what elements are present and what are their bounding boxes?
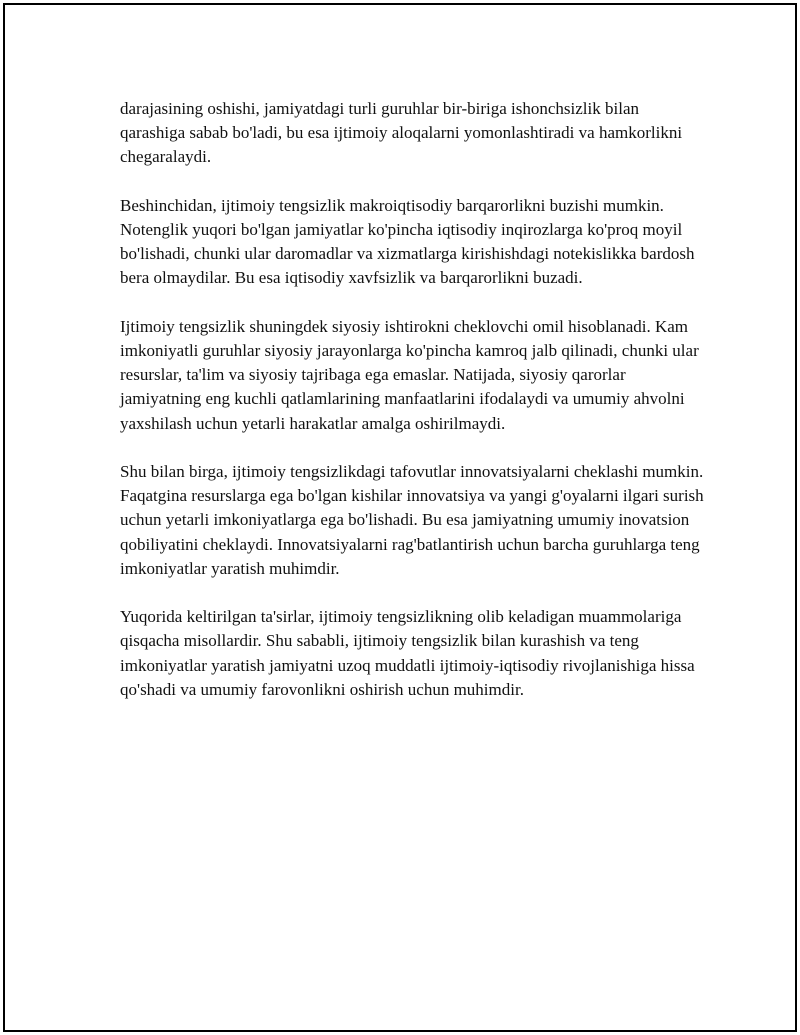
paragraph: darajasining oshishi, jamiyatdagi turli guruhlar bir-biriga ishonchsizlik bilan qarashiga sabab bo'ladi, bu esa ijtimoiy aloqalarni yomonlashtiradi va hamkorlikni chegaralaydi. [120, 99, 683, 167]
paragraph: Ijtimoiy tengsizlik shuningdek siyosiy ishtirokni cheklovchi omil hisoblanadi. Kam imkoniyatli guruhlar siyosiy jarayonlarga ko'pincha kamroq jalb qilinadi, chunki ular resurslar, ta'lim va siyosiy tajribaga ega emaslar. Natijada, siyosiy qarorlar jamiyatning eng kuchli qatlamlarining manfaatlarini ifodalaydi va umumiy ahvolni yaxshilash uchun yetarli harakatlar amalga oshirilmaydi. [120, 316, 699, 433]
document-page [3, 3, 797, 1032]
document-body [120, 97, 705, 726]
paragraph: Shu bilan birga, ijtimoiy tengsizlikdagi tafovutlar innovatsiyalarni cheklashi mumkin. Faqatgina resurslarga ega bo'lgan kishilar innovatsiya va yangi g'oyalarni ilgari surish uchun yetarli imkoniyatlarga ega bo'lishadi. Bu esa jamiyatning umumiy inovatsion qobiliyatini cheklaydi. Innovatsiyalarni rag'batlantirish uchun barcha guruhlarga teng imkoniyatlar yaratish muhimdir. [120, 462, 704, 578]
paragraph: Beshinchidan, ijtimoiy tengsizlik makroiqtisodiy barqarorlikni buzishi mumkin. Notenglik yuqori bo'lgan jamiyatlar ko'pincha iqtisodiy inqirozlarga ko'proq moyil bo'lishadi, chunki ular daromadlar va xizmatlarga kirishishdagi notekislikka bardosh bera olmaydilar. Bu esa iqtisodiy xavfsizlik va barqarorlikni buzadi. [120, 195, 695, 288]
paragraph: Yuqorida keltirilgan ta'sirlar, ijtimoiy tengsizlikning olib keladigan muammolariga qisqacha misollardir. Shu sababli, ijtimoiy tengsizlik bilan kurashish va teng imkoniyatlar yaratish jamiyatni uzoq muddatli ijtimoiy-iqtisodiy rivojlanishiga hissa qo'shadi va umumiy farovonlikni oshirish uchun muhimdir. [120, 607, 695, 699]
